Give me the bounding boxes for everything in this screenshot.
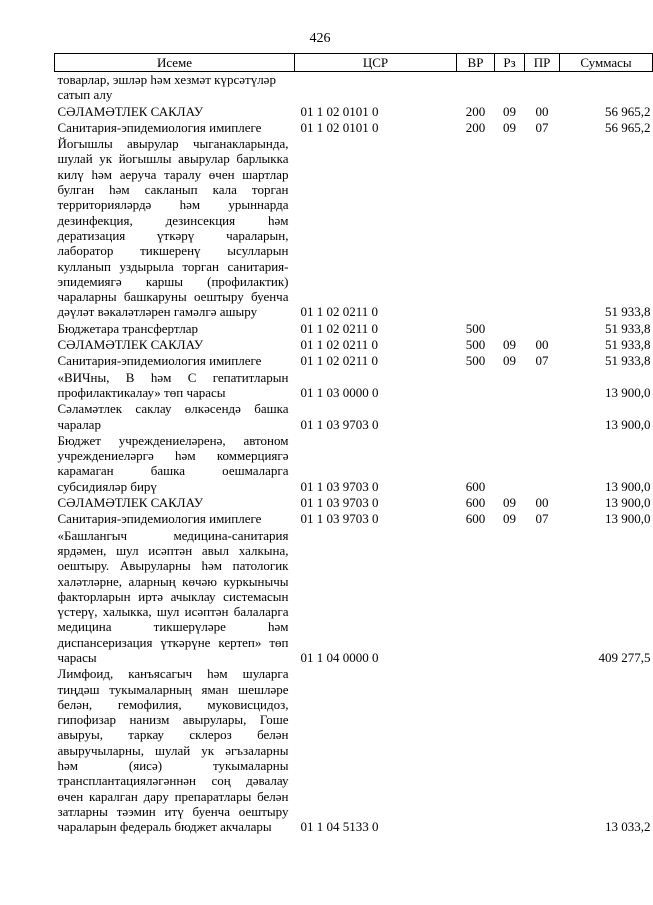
cell-csr [295,72,457,104]
cell-sum: 51 933,8 [605,320,651,336]
header-rz: Рз [495,54,525,72]
cell-name: «Башлангыч медицина-санитария ярдәмен, шул исәптән авыл халкына, оештыру. Авыруларны һәм патологик халәтләрне, аларның көчәю куркынычы факторларын иртә ачыклау системасын үстерү, халыкка, шул исәптән балаларга медицина тикшерүләре һәм диспансеризация үткәрүне кертеп» төп чарасы [57,527,289,665]
cell-rz [495,401,525,433]
cell-sum: 13 900,0 [605,495,651,511]
cell-csr: 01 1 04 5133 0 [300,819,379,835]
cell-vr: 600 [465,478,486,494]
cell-rz: 09 [503,495,516,511]
cell-name: Бюджетара трансфертлар [57,320,198,336]
cell-pr [525,666,560,835]
cell-rz: 09 [503,511,516,527]
cell-name: «ВИЧны, В һәм С гепатитларын профилактикалау» төп чарасы [57,369,289,400]
table-row [55,495,653,511]
cell-csr: 01 1 02 0211 0 [300,353,379,369]
cell-vr [457,72,495,104]
table-row [55,321,653,337]
cell-rz: 09 [503,103,516,119]
header-vr: ВР [457,54,495,72]
table-row [55,136,653,321]
cell-vr [457,401,495,433]
table-row [55,511,653,527]
cell-vr: 200 [465,119,486,135]
cell-rz [495,433,525,495]
cell-vr: 600 [465,511,486,527]
cell-rz [495,666,525,835]
cell-pr: 07 [535,511,549,527]
table-row [55,104,653,120]
cell-vr [457,528,495,667]
cell-rz [495,370,525,402]
page-number: 426 [309,31,331,46]
cell-vr [457,370,495,402]
cell-name: СӘЛАМӘТЛЕК САКЛАУ [57,103,204,119]
cell-sum: 56 965,2 [605,103,651,119]
table-row [55,337,653,353]
cell-name: Санитария-эпидемиология имиплеге [57,119,262,135]
cell-pr [525,528,560,667]
cell-csr: 01 1 02 0211 0 [300,304,379,320]
cell-sum: 51 933,8 [605,304,651,320]
cell-rz [495,72,525,104]
header-pr: ПР [525,54,560,72]
cell-name: Бюджет учреждениеләренә, автоном учреждениеләргә һәм коммерциягә карамаган башка оешмаларга субсидияләр бирү [57,432,289,494]
table-row [55,72,653,104]
cell-name: Санитария-эпидемиология имиплеге [57,353,262,369]
cell-sum: 409 277,5 [598,649,651,665]
cell-sum: 13 033,2 [605,819,651,835]
cell-csr: 01 1 02 0101 0 [300,103,379,119]
table-row [55,433,653,495]
cell-vr: 500 [465,337,486,353]
cell-csr: 01 1 02 0101 0 [300,119,379,135]
header-name: Исеме [55,54,295,72]
cell-csr: 01 1 03 0000 0 [300,384,379,400]
cell-sum: 13 900,0 [605,478,651,494]
header-sum: Суммасы [560,54,653,72]
cell-vr: 600 [465,495,486,511]
table-row [55,353,653,369]
cell-pr [525,401,560,433]
cell-csr: 01 1 03 9703 0 [300,511,379,527]
cell-name: СӘЛАМӘТЛЕК САКЛАУ [57,337,204,353]
cell-pr: 00 [535,337,549,353]
cell-csr: 01 1 04 0000 0 [300,649,379,665]
cell-csr: 01 1 03 9703 0 [300,416,379,432]
cell-rz: 09 [503,119,516,135]
cell-pr [525,136,560,321]
budget-table [54,53,653,836]
cell-name: товарлар, эшләр һәм хезмәт күрсәтүләр сатып алу [57,72,276,103]
cell-pr [525,72,560,104]
table-row [55,370,653,402]
cell-pr: 07 [535,119,549,135]
cell-rz [495,136,525,321]
cell-pr [525,321,560,337]
table-row [55,666,653,835]
cell-csr: 01 1 02 0211 0 [300,320,379,336]
cell-rz: 09 [503,337,516,353]
cell-vr: 500 [465,320,486,336]
cell-name: Лимфоид, канъясагыч һәм шуларга тиңдәш тукымаларның яман шешләре белән, гемофилия, муковисцидоз, гипофизар нанизм авырулары, Гоше авыруы, таркау склероз белән авыручыларны, шулай ук әгъзаларны һәм (яисә) тукымаларны трансплантацияләгәннән соң дәвалау өчен каралган дару препаратлары белән затларны тәэмин итү буенча оештыру чараларын федераль бюджет акчалары [57,666,289,835]
cell-name: СӘЛАМӘТЛЕК САКЛАУ [57,495,204,511]
cell-rz: 09 [503,353,516,369]
cell-pr: 07 [535,353,549,369]
cell-sum: 56 965,2 [605,119,651,135]
cell-sum [560,72,653,104]
cell-vr [457,136,495,321]
cell-sum: 51 933,8 [605,353,651,369]
cell-vr: 200 [465,103,486,119]
table-row [55,120,653,136]
cell-name: Санитария-эпидемиология имиплеге [57,511,262,527]
table-body [55,72,653,836]
cell-sum: 51 933,8 [605,337,651,353]
cell-sum: 13 900,0 [605,416,651,432]
cell-sum: 13 900,0 [605,511,651,527]
cell-rz [495,528,525,667]
header-row [55,54,653,72]
header-csr: ЦСР [295,54,457,72]
cell-vr: 500 [465,353,486,369]
table-header [55,54,653,72]
cell-csr: 01 1 03 9703 0 [300,495,379,511]
cell-sum: 13 900,0 [605,384,651,400]
cell-csr: 01 1 03 9703 0 [300,478,379,494]
table-row [55,401,653,433]
cell-vr [457,666,495,835]
cell-rz [495,321,525,337]
cell-pr [525,433,560,495]
cell-pr: 00 [535,495,549,511]
cell-pr: 00 [535,103,549,119]
table-row [55,528,653,667]
cell-name: Йогышлы авырулар чыганакларында, шулай ук йогышлы авырулар барлыкка килү һәм аеруча таралу өчен шартлар булган һәм сакланып кала торган территорияләрдә һәм урыннарда дезинфекция, дезинсекция һәм дератизация үткәрү чараларын, лаборатор тикшеренү ысулларын кулланып уздырыла торган санитария-эпидемиягә каршы (профилактик) чараларны башкаруны оештыру буенча дәүләт вәкаләтләрен гамәлгә ашыру [57,136,289,320]
cell-pr [525,370,560,402]
cell-name: Сәламәтлек саклау өлкәсендә башка чаралар [57,401,289,432]
cell-csr: 01 1 02 0211 0 [300,337,379,353]
